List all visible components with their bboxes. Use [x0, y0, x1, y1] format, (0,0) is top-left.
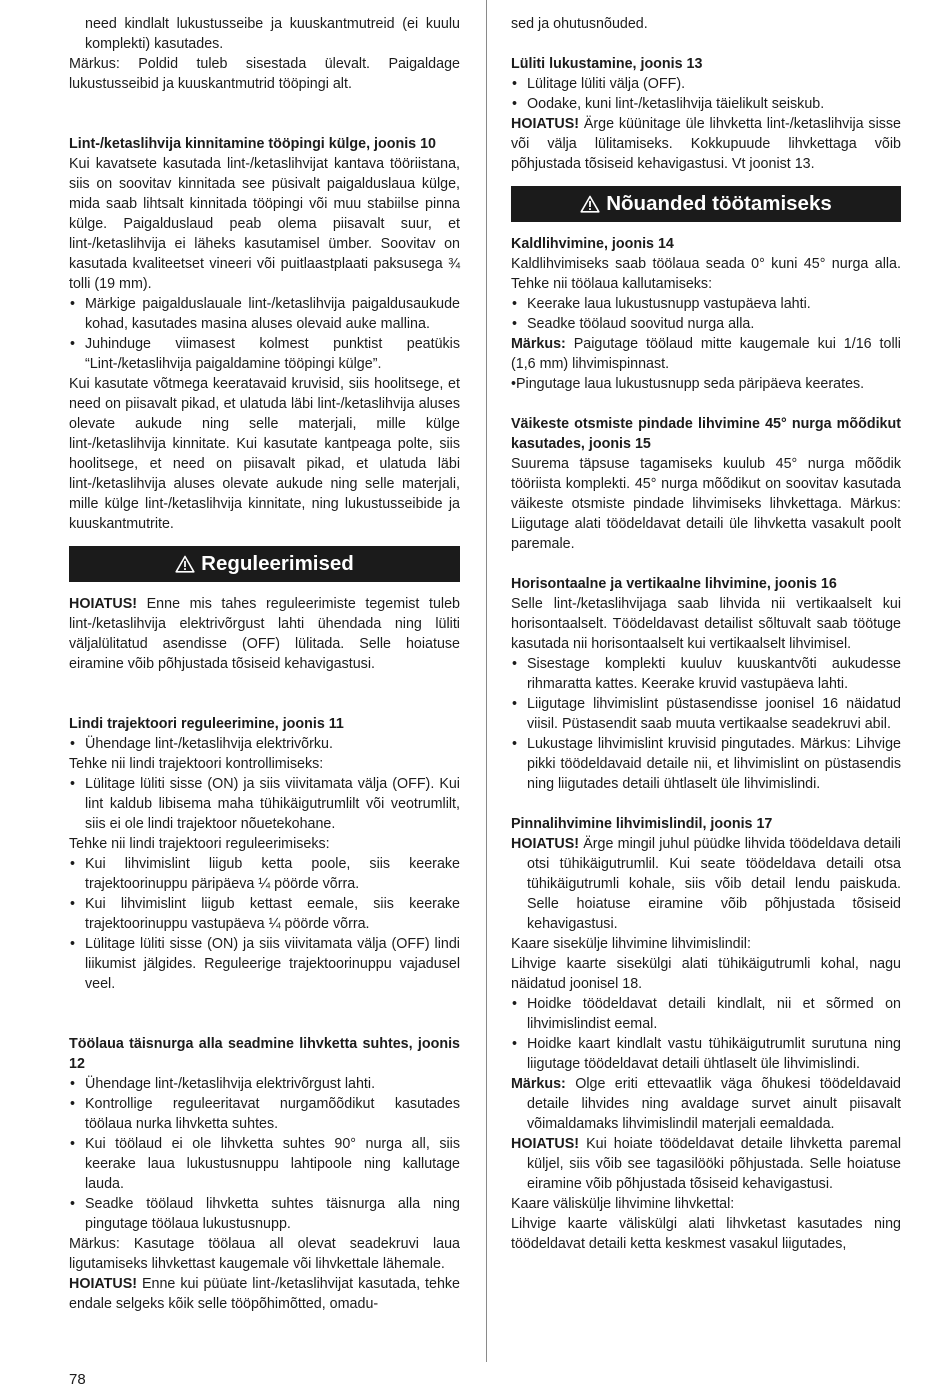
paragraph: Selle lint-/ketaslihvijaga saab lihvida nii vertikaalselt kui horisontaalselt. Töödeldavast detailist sõltuvalt saab töötuge kasutada nii horisontaalselt kui vertikaalselt lihvimisel.: [511, 596, 901, 652]
section-banner-working-tips: [511, 186, 901, 222]
warning-label: HOIATUS!: [69, 596, 138, 612]
warning-paragraph: HOIATUS! Ärge mingil juhul püüdke lihvida töödeldava detaili otsi tühikäigutrumlil. Kui seate töödeldava detaili otsa tühikäigutrumli kohale, siis võib detail lendu paiskuda. Selle hoiatuse eiramine võib põhjustada tõsiseid kehavigastusi.: [511, 836, 901, 932]
bullet-item: • Seadke töölaud soovitud nurga alla.: [511, 314, 901, 334]
note-label: Märkus:: [511, 336, 566, 352]
section-heading-fig11: Lindi trajektoori reguleerimine, joonis 11: [69, 716, 344, 732]
bullet-item: • Seadke töölaud lihvketta suhtes täisnurga alla ning pingutage töölaua lukustusnupp.: [69, 1194, 460, 1234]
banner-title: Nõuanded töötamiseks: [606, 192, 832, 215]
bullet-item: • Kui lihvimislint liigub kettast eemale, siis keerake trajektoorinuppu vastupäeva ¼ pöörde võrra.: [69, 894, 460, 934]
section-heading-fig17: Pinnalihvimine lihvimislindil, joonis 17: [511, 816, 773, 832]
bullet-item: • Märkige paigalduslauale lint-/ketaslihvija paigaldusaukude kohad, kasutades masina aluses olevaid auke mallina.: [69, 294, 460, 334]
section-heading-fig13: Lüliti lukustamine, joonis 13: [511, 56, 703, 72]
intro-paragraph: need kindlalt lukustusseibe ja kuuskantmutreid (ei kuulu komplekti) kasutades.: [85, 16, 460, 52]
section-heading-fig16: Horisontaalne ja vertikaalne lihvimine, joonis 16: [511, 576, 837, 592]
paragraph: Kaldlihvimiseks saab töölaua seada 0° kuni 45° nurga alla. Tehke nii töölaua kallutamiseks:: [511, 256, 901, 292]
intro-note: Märkus: Poldid tuleb sisestada ülevalt. Paigaldage lukustusseibid ja kuuskantmutrid tööpingi alt.: [69, 56, 460, 92]
note-label: Märkus:: [511, 1076, 566, 1092]
bullet-item: • Lülitage lüliti välja (OFF).: [511, 74, 901, 94]
warning-paragraph: HOIATUS! Enne mis tahes reguleerimiste tegemist tuleb lint-/ketaslihvija elektrivõrgust lahti ühendada ning lüliti väljalülitatud asendisse (OFF) lülitada. Selle hoiatuse eiramine võib põhjustada tõsiseid kehavigastusi.: [69, 596, 460, 672]
bullet-item: • Juhinduge viimasest kolmest punktist peatükis “Lint-/ketaslihvija paigaldamine tööpingi külge”.: [69, 334, 460, 374]
section-heading-fig14: Kaldlihvimine, joonis 14: [511, 236, 674, 252]
warning-label: HOIATUS!: [511, 116, 580, 132]
column-divider: [486, 0, 487, 1362]
bullet-item: • Kui töölaud ei ole lihvketta suhtes 90° nurga all, siis keerake laua lukustusnuppu lahtipoole ning kallutage lauda.: [69, 1134, 460, 1194]
right-column: [511, 14, 901, 1254]
warning-paragraph: HOIATUS! Enne kui püüate lint-/ketaslihvijat kasutada, tehke endale selgeks kõik selle tööpõhimõtted, omadu-: [69, 1276, 460, 1312]
paragraph: Lihvige kaarte sisekülgi alati tühikäigutrumli kohal, nagu näidatud joonisel 18.: [511, 956, 901, 992]
paragraph: Tehke nii lindi trajektoori kontrollimiseks:: [69, 756, 324, 772]
bullet-item: • Lukustage lihvimislint kruvisid pingutades. Märkus: Lihvige pikki töödeldavaid detaile nii, et lihvimislint on püstasendis ning liigutades detaili ühtlaselt üle lihvimislindi.: [511, 734, 901, 794]
warning-label: HOIATUS!: [511, 1136, 580, 1152]
bullet-item: • Ühendage lint-/ketaslihvija elektrivõrgust lahti.: [69, 1074, 460, 1094]
section-heading-fig12: Töölaua täisnurga alla seadmine lihvketta suhtes, joonis 12: [69, 1036, 460, 1072]
left-column: [69, 14, 460, 1314]
warning-icon: [580, 195, 600, 213]
bullet-item: • Liigutage lihvimislint püstasendisse joonisel 16 näidatud viisil. Püstasendit saab muuta vertikaalse seadekruvi abil.: [511, 694, 901, 734]
warning-label: HOIATUS!: [511, 836, 580, 852]
bullet-item: • Kui lihvimislint liigub ketta poole, siis keerake trajektoorinuppu päripäeva ¼ pöörde võrra.: [69, 854, 460, 894]
warning-paragraph: HOIATUS! Ärge küünitage üle lihvketta lint-/ketaslihvija sisse või välja lülitamiseks. Kokkupuude lihvkettaga võib põhjustada tõsiseid kehavigastusi. Vt joonist 13.: [511, 116, 901, 172]
paragraph: Kaare sisekülje lihvimine lihvimislindil:: [511, 936, 751, 952]
section-heading-fig10: Lint-/ketaslihvija kinnitamine tööpingi külge, joonis 10: [69, 136, 437, 152]
paragraph: Lihvige kaarte väliskülgi alati lihvketast kasutades ning töödeldavat detaili ketta keskmest vasakul liigutades,: [511, 1216, 901, 1252]
paragraph: •Pingutage laua lukustusnupp seda päripäeva keerates.: [511, 376, 865, 392]
bullet-item: • Oodake, kuni lint-/ketaslihvija täielikult seiskub.: [511, 94, 901, 114]
bullet-item: • Ühendage lint-/ketaslihvija elektrivõrku.: [69, 734, 460, 754]
bullet-item: • Sisestage komplekti kuuluv kuuskantvõti aukudesse rihmaratta kattes. Keerake kruvid vastupäeva lahti.: [511, 654, 901, 694]
banner-title: Reguleerimised: [201, 552, 354, 575]
note-paragraph: Märkus: Kasutage töölaua all olevat seadekruvi laua ligutamiseks lihvkettast kaugemale või lihvkettale lähemale.: [69, 1236, 460, 1272]
bullet-item: • Lülitage lüliti sisse (ON) ja siis viivitamata välja (OFF). Kui lint kaldub libisema maha tühikäigutrumlilt või veotrumlilt, siis ei ole lindi trajektoor nõuetekohane.: [69, 774, 460, 834]
bullet-item: • Keerake laua lukustusnupp vastupäeva lahti.: [511, 294, 901, 314]
bullet-item: • Kontrollige reguleeritavat nurgamõõdikut kasutades töölaua nurka lihvketta suhtes.: [69, 1094, 460, 1134]
bullet-item: • Lülitage lüliti sisse (ON) ja siis viivitamata välja (OFF) lindi liikumist jälgides. Reguleerige trajektoorinuppu vajadusel veel.: [69, 934, 460, 994]
warning-icon: [175, 555, 195, 573]
paragraph: Kui kasutate võtmega keeratavaid kruvisid, siis hoolitsege, et need on piisavalt pikad, et ulatuda läbi lint-/ketaslihvija aluses olevate aukude ning selle materjali, mille külge lint-/ketaslihvija kinnitate. Kui kasutate kantpeaga polte, siis hoolitsege, et need on piisavalt pikad, et ulatuda läbi lint-/ketaslihvija aluses olevate aukude ning selle materjali, mille külge lint-/ketaslihvija kinnitate, ning lukustusseibide ja kuuskantmutrite.: [69, 376, 460, 532]
bullet-item: • Hoidke kaart kindlalt vastu tühikäigutrumlit surutuna ning liigutage töödeldavat detaili ühtlaselt üle lihvimislindi.: [511, 1034, 901, 1074]
warning-paragraph: HOIATUS! Kui hoiate töödeldavat detaile lihvketta paremal küljel, siis võib see tagasilööki põhjustada. Selle hoiatuse eiramine võib põhjustada tõsiseid kehavigastusi.: [511, 1136, 901, 1192]
paragraph: Suurema täpsuse tagamiseks kuulub 45° nurga mõõdik tööriista komplekti. 45° nurga mõõdikut on soovitav kasutada väikeste otsmiste pindade lihvimiseks lihvkettaga. Märkus: Liigutage alati töödeldavat detaili üle lihvketta vasakult poolt paremale.: [511, 456, 901, 552]
section-banner-adjustments: [69, 546, 460, 582]
note-paragraph: Märkus: Olge eriti ettevaatlik väga õhukesi töödeldavaid detaile lihvides ning avaldage survet ainult piisavalt võimaldamaks lihvimislindil materjali eemaldada.: [511, 1076, 901, 1132]
warning-label: HOIATUS!: [69, 1276, 138, 1292]
page-number: 78: [69, 1371, 86, 1388]
note-paragraph: Märkus: Paigutage töölaud mitte kaugemale kui 1/16 tolli (1,6 mm) lihvimispinnast.: [511, 336, 901, 372]
paragraph: Tehke nii lindi trajektoori reguleerimiseks:: [69, 836, 330, 852]
section-heading-fig15: Väikeste otsmiste pindade lihvimine 45° nurga mõõdikut kasutades, joonis 15: [511, 416, 901, 452]
bullet-item: • Hoidke töödeldavat detaili kindlalt, nii et sõrmed on lihvimislindist eemal.: [511, 994, 901, 1034]
paragraph: Kui kavatsete kasutada lint-/ketaslihvijat kantava tööriistana, siis on soovitav kinnitada see püsivalt paigalduslaua külge, mida saab lihtsalt kinnitada tööpingi või muu stabiilse pinna külge. Paigalduslaud peab olema piisavalt suur, et lint-/ketaslihvija ei läheks kasutamisel ümber. Soovitav on kasutada kvaliteetset vineeri või puitlaastplaati paksusega ¾ tolli (19 mm).: [69, 156, 460, 292]
paragraph: Kaare väliskülje lihvimine lihvkettal:: [511, 1196, 735, 1212]
continuation-text: sed ja ohutusnõuded.: [511, 16, 648, 32]
